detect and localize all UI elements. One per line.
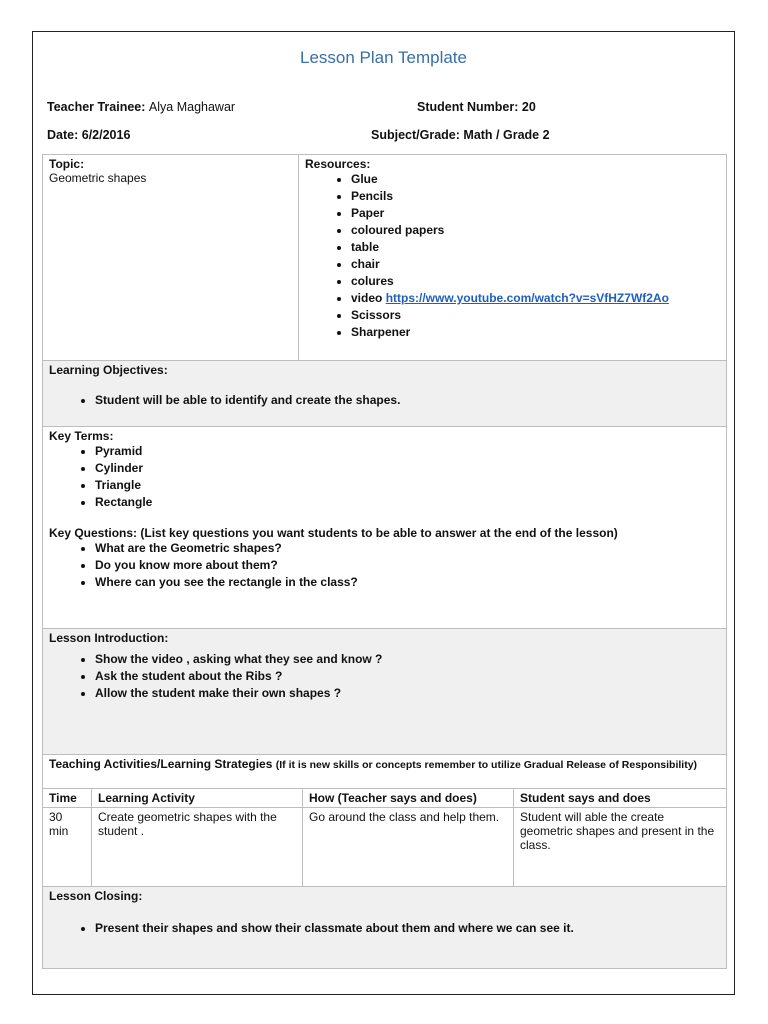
topic-label: Topic: [49,157,85,171]
teaching-label: Teaching Activities/Learning Strategies [49,757,273,771]
teaching-activities-table [43,789,726,886]
list-item: • coloured papers [351,222,720,239]
resources-cell [299,155,727,361]
table-cell-student: Student will able the create geometric shapes and present in the class. [514,808,727,886]
student-number-value: 20 [521,100,536,114]
key-terms-cell [43,427,727,629]
resources-list [305,171,720,341]
list-item: • Glue [351,171,720,188]
subject-field [371,128,550,142]
list-item: • Ask the student about the Ribs ? [95,668,720,685]
trainee-label: Teacher Trainee: [47,100,146,114]
subject-value: Math / Grade 2 [463,128,550,142]
trainee-value: Alya Maghawar [148,100,236,114]
list-item: • Cylinder [95,460,720,477]
table-cell-activity: Create geometric shapes with the student . [92,808,303,886]
key-terms-list [49,443,720,511]
list-item: • Where can you see the rectangle in the class? [95,574,720,591]
list-item: • Do you know more about them? [95,557,720,574]
closing-label: Lesson Closing: [49,888,143,903]
key-terms-label: Key Terms: [49,429,114,443]
list-item: • Paper [351,205,720,222]
key-questions-note: (List key questions you want students to be able to answer at the end of the lesson) [140,526,618,540]
list-item [351,290,720,307]
key-questions-heading [49,526,720,540]
column-header-time: Time [43,789,92,808]
objectives-cell [43,361,727,427]
video-link[interactable]: https://www.youtube.com/watch?v=sVfHZ7Wf2Ao [385,291,669,305]
list-item: • What are the Geometric shapes? [95,540,720,557]
closing-list [49,920,720,937]
list-item: • Student will be able to identify and create the shapes. [95,392,720,409]
subject-label: Subject/Grade: [371,128,460,142]
student-number-field [417,100,536,114]
list-item: • table [351,239,720,256]
teaching-table-cell [43,789,727,887]
lesson-plan-table [42,154,727,969]
list-item: • Sharpener [351,324,720,341]
objectives-list [49,392,720,409]
list-item: • Scissors [351,307,720,324]
date-value: 6/2/2016 [81,128,131,142]
list-item: • Pyramid [95,443,720,460]
column-header-activity: Learning Activity [92,789,303,808]
topic-cell [43,155,299,361]
date-field [47,128,130,142]
column-header-student: Student says and does [514,789,727,808]
table-cell-time: 30 min [43,808,92,886]
key-questions-list [49,540,720,591]
lesson-plan-page [32,31,735,995]
list-item: • Pencils [351,188,720,205]
introduction-label: Lesson Introduction: [49,631,169,645]
table-cell-teacher: Go around the class and help them. [303,808,514,886]
closing-cell [43,886,727,968]
list-item: • Show the video , asking what they see and know ? [95,651,720,668]
list-item: • chair [351,256,720,273]
introduction-cell [43,629,727,755]
student-number-label: Student Number: [417,100,519,114]
introduction-list [49,651,720,702]
trainee-field [47,100,235,114]
list-item: • Allow the student make their own shapes ? [95,685,720,702]
resources-label: Resources: [305,157,371,171]
document-title: Lesson Plan Template [300,48,467,67]
list-item: • Triangle [95,477,720,494]
date-label: Date: [47,128,79,142]
topic-value: Geometric shapes [49,171,147,185]
list-item: • Rectangle [95,494,720,511]
video-label: video [351,291,383,305]
list-item: • colures [351,273,720,290]
key-questions-label: Key Questions: [49,526,138,540]
list-item: • Present their shapes and show their classmate about them and where we can see it. [95,920,720,937]
column-header-teacher: How (Teacher says and does) [303,789,514,808]
teaching-heading-cell [43,755,727,789]
teaching-note: (If it is new skills or concepts remember to utilize Gradual Release of Responsibility) [275,759,698,771]
objectives-label: Learning Objectives: [49,363,168,377]
